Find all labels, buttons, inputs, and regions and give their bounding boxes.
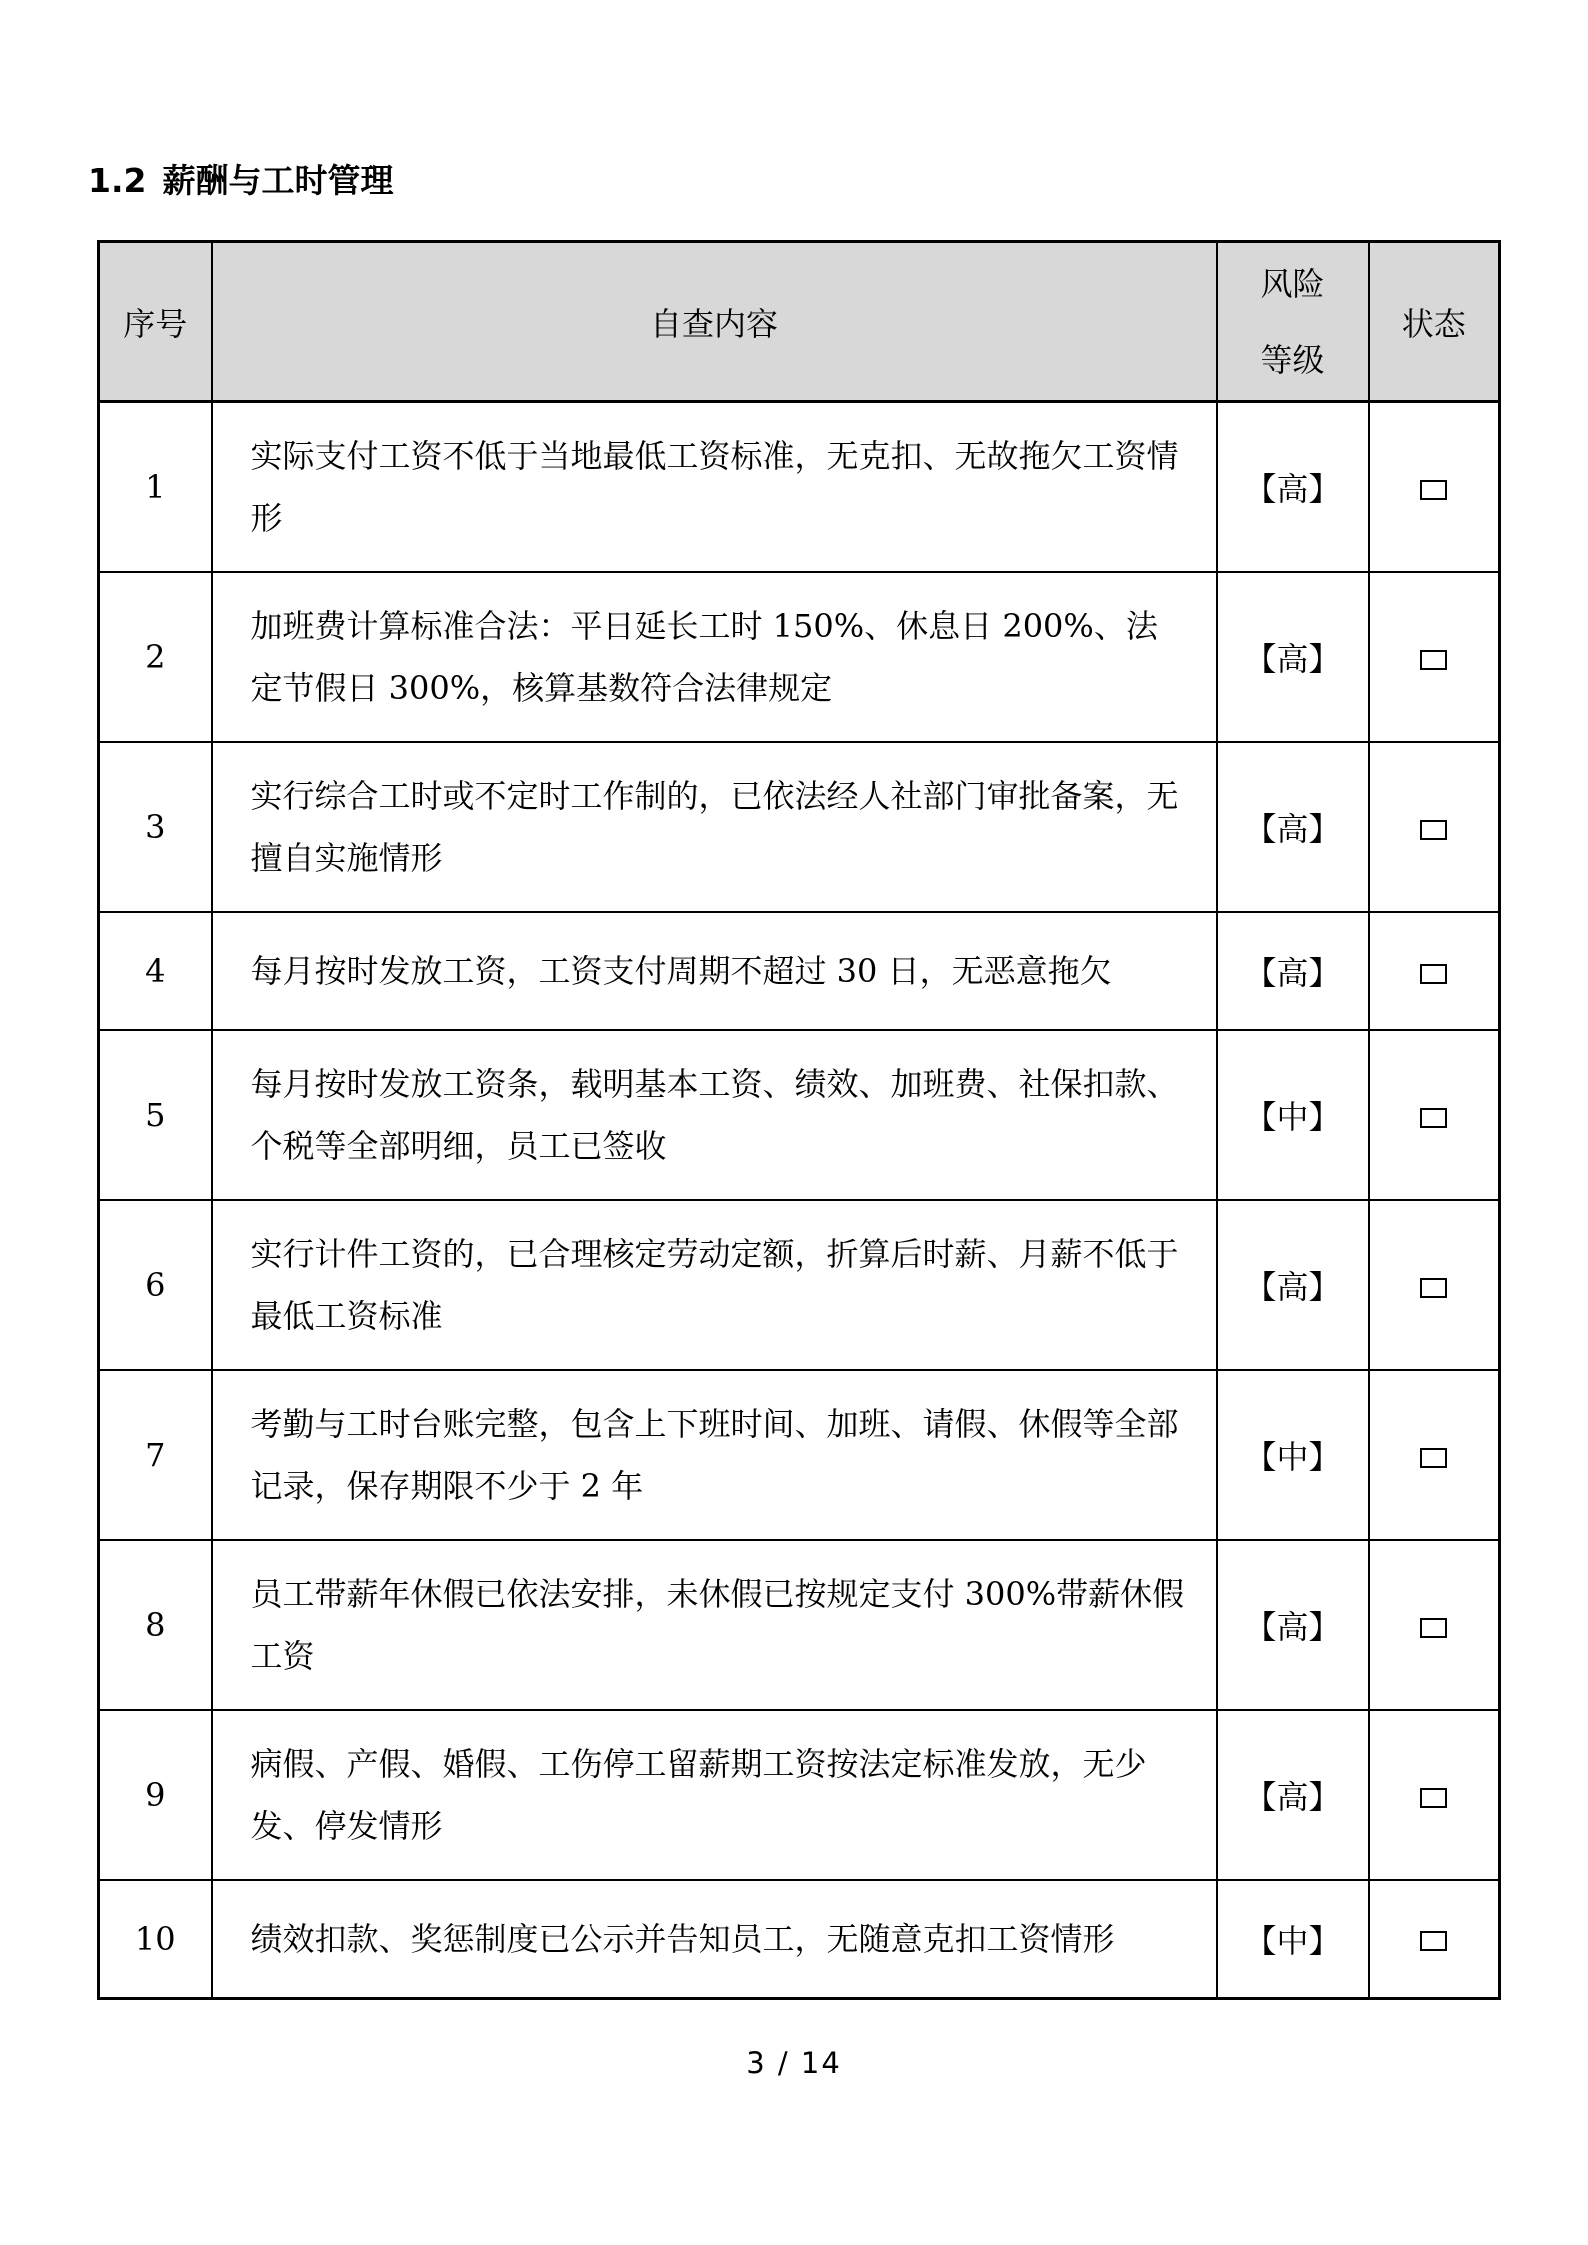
row-number: 3 [99,742,212,912]
risk-level-badge: 【高】 [1217,912,1369,1030]
section-number: 1.2 [88,161,147,200]
status-checkbox[interactable] [1420,1788,1447,1808]
row-number: 6 [99,1200,212,1370]
table-row [99,742,1500,912]
status-checkbox[interactable] [1420,480,1447,500]
check-item-text: 实行综合工时或不定时工作制的，已依法经人社部门审批备案，无擅自实施情形 [212,742,1217,912]
check-item-text: 绩效扣款、奖惩制度已公示并告知员工，无随意克扣工资情形 [212,1880,1217,1998]
status-checkbox[interactable] [1420,820,1447,840]
check-item-text: 考勤与工时台账完整，包含上下班时间、加班、请假、休假等全部记录，保存期限不少于 2 年 [212,1370,1217,1540]
status-cell [1369,912,1500,1030]
table-row [99,1030,1500,1200]
col-header-content: 自查内容 [212,242,1217,402]
table-row [99,1880,1500,1998]
risk-level-badge: 【中】 [1217,1880,1369,1998]
table-row [99,912,1500,1030]
check-item-text: 每月按时发放工资，工资支付周期不超过 30 日，无恶意拖欠 [212,912,1217,1030]
table-row [99,1370,1500,1540]
check-item-text: 实行计件工资的，已合理核定劳动定额，折算后时薪、月薪不低于最低工资标准 [212,1200,1217,1370]
status-cell [1369,402,1500,573]
status-checkbox[interactable] [1420,1108,1447,1128]
col-header-risk [1217,242,1369,402]
check-item-text: 实际支付工资不低于当地最低工资标准，无克扣、无故拖欠工资情形 [212,402,1217,573]
row-number: 4 [99,912,212,1030]
col-header-num: 序号 [99,242,212,402]
status-checkbox[interactable] [1420,964,1447,984]
self-check-table [97,240,1501,2000]
table-header-row [99,242,1500,402]
check-item-text: 加班费计算标准合法：平日延长工时 150%、休息日 200%、法定节假日 300%，核算基数符合法律规定 [212,572,1217,742]
table-row [99,1200,1500,1370]
row-number: 10 [99,1880,212,1998]
col-header-risk-line1: 风险 [1260,264,1325,303]
status-checkbox[interactable] [1420,1448,1447,1468]
risk-level-badge: 【高】 [1217,742,1369,912]
table-row [99,1540,1500,1710]
table-row [99,1710,1500,1880]
check-item-text: 病假、产假、婚假、工伤停工留薪期工资按法定标准发放，无少发、停发情形 [212,1710,1217,1880]
status-checkbox[interactable] [1420,1278,1447,1298]
col-header-risk-line2: 等级 [1260,340,1325,379]
risk-level-badge: 【中】 [1217,1030,1369,1200]
status-checkbox[interactable] [1420,1618,1447,1638]
risk-level-badge: 【中】 [1217,1370,1369,1540]
row-number: 7 [99,1370,212,1540]
status-cell [1369,1710,1500,1880]
col-header-status: 状态 [1369,242,1500,402]
status-checkbox[interactable] [1420,1931,1447,1951]
risk-level-badge: 【高】 [1217,1540,1369,1710]
status-cell [1369,572,1500,742]
status-cell [1369,1200,1500,1370]
section-heading [88,160,393,202]
status-cell [1369,1370,1500,1540]
risk-level-badge: 【高】 [1217,1200,1369,1370]
status-cell [1369,1030,1500,1200]
page-number: 3 / 14 [746,2046,842,2080]
risk-level-badge: 【高】 [1217,402,1369,573]
table-row [99,572,1500,742]
check-item-text: 每月按时发放工资条，载明基本工资、绩效、加班费、社保扣款、个税等全部明细，员工已签收 [212,1030,1217,1200]
section-title: 薪酬与工时管理 [162,161,394,200]
status-cell [1369,1540,1500,1710]
status-cell [1369,742,1500,912]
status-checkbox[interactable] [1420,650,1447,670]
status-cell [1369,1880,1500,1998]
table-row [99,402,1500,573]
row-number: 5 [99,1030,212,1200]
row-number: 9 [99,1710,212,1880]
risk-level-badge: 【高】 [1217,1710,1369,1880]
row-number: 1 [99,402,212,573]
risk-level-badge: 【高】 [1217,572,1369,742]
row-number: 8 [99,1540,212,1710]
row-number: 2 [99,572,212,742]
check-item-text: 员工带薪年休假已依法安排，未休假已按规定支付 300%带薪休假工资 [212,1540,1217,1710]
